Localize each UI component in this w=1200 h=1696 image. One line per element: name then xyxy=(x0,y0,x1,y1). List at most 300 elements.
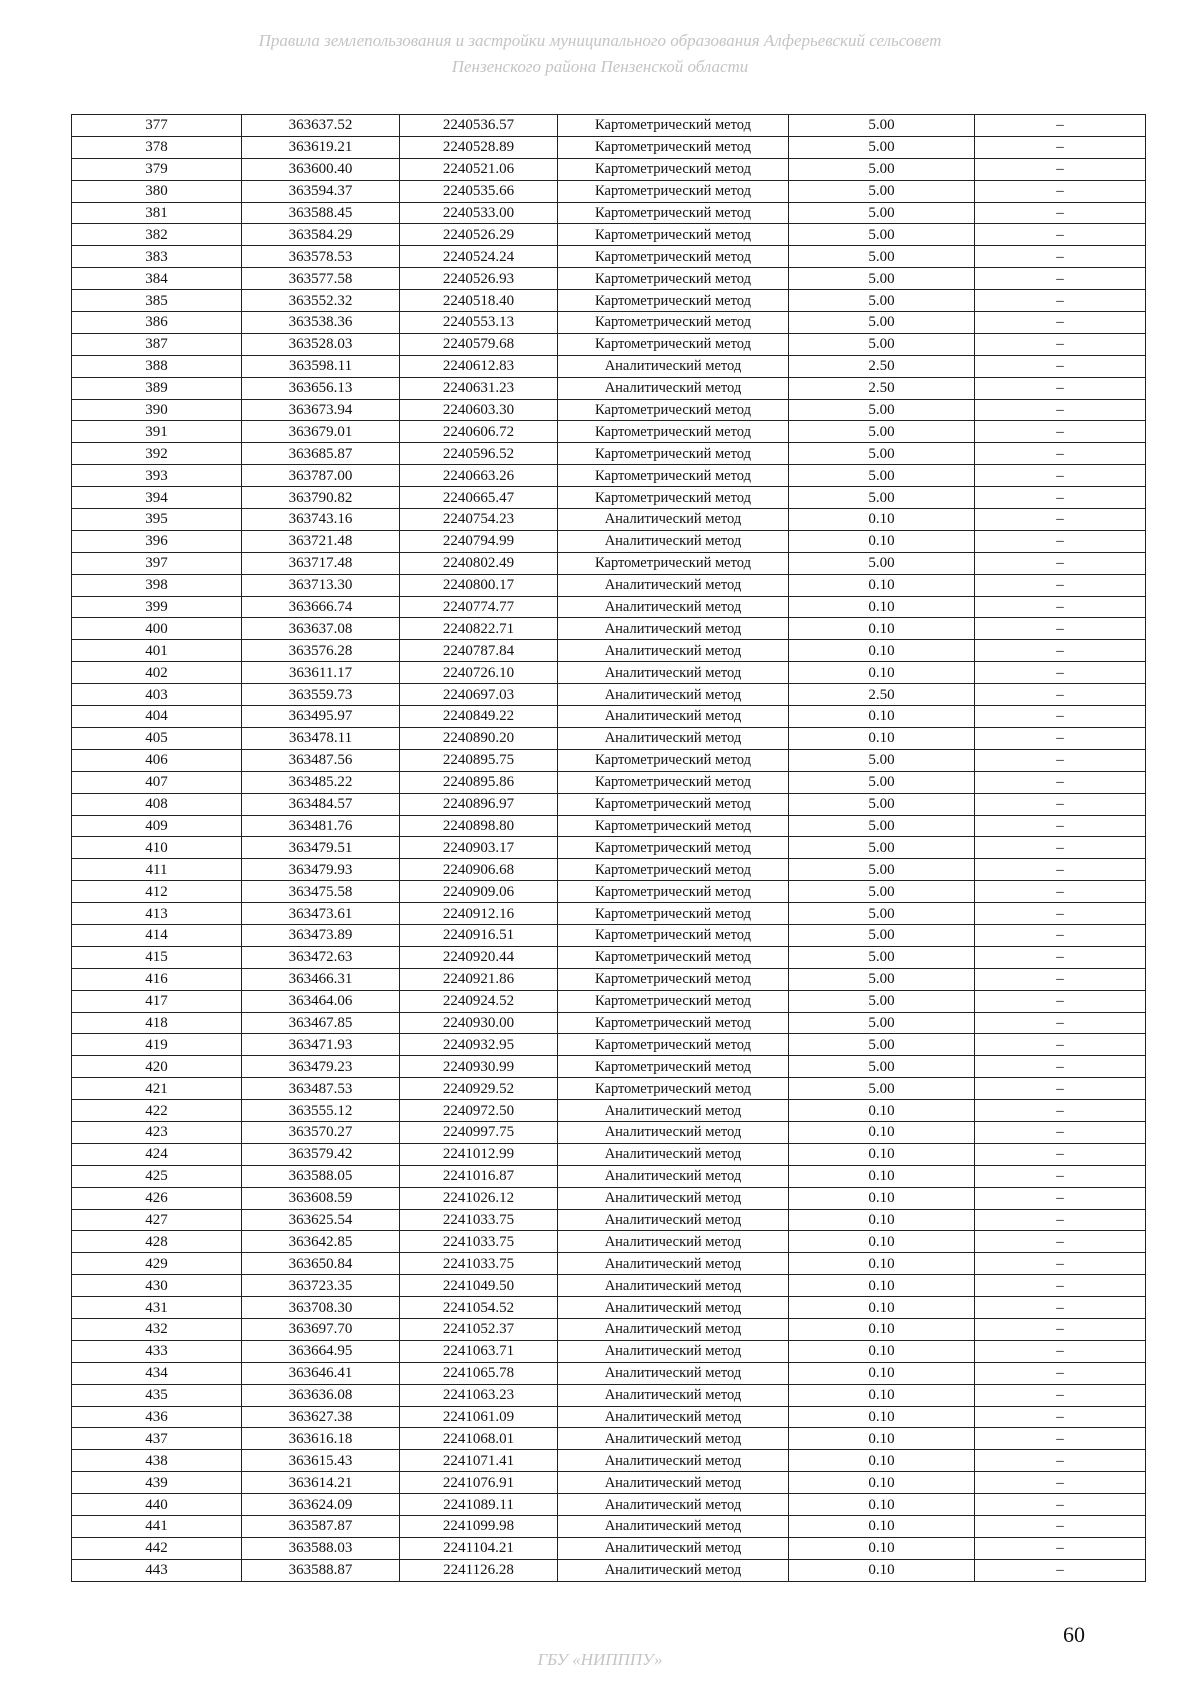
note-cell: – xyxy=(975,509,1146,531)
point-number-cell: 384 xyxy=(72,268,242,290)
note-cell: – xyxy=(975,1384,1146,1406)
note-cell: – xyxy=(975,1297,1146,1319)
method-cell: Картометрический метод xyxy=(558,837,789,859)
accuracy-cell: 0.10 xyxy=(789,1165,975,1187)
accuracy-cell: 5.00 xyxy=(789,246,975,268)
method-cell: Аналитический метод xyxy=(558,1253,789,1275)
point-number-cell: 411 xyxy=(72,859,242,881)
table-row xyxy=(72,793,1146,815)
y-coordinate-cell: 2240903.17 xyxy=(400,837,558,859)
point-number-cell: 431 xyxy=(72,1297,242,1319)
table-row xyxy=(72,1209,1146,1231)
table-row xyxy=(72,1559,1146,1581)
note-cell: – xyxy=(975,377,1146,399)
method-cell: Картометрический метод xyxy=(558,1012,789,1034)
y-coordinate-cell: 2241099.98 xyxy=(400,1516,558,1538)
y-coordinate-cell: 2241089.11 xyxy=(400,1494,558,1516)
table-row xyxy=(72,574,1146,596)
point-number-cell: 390 xyxy=(72,399,242,421)
point-number-cell: 425 xyxy=(72,1165,242,1187)
method-cell: Картометрический метод xyxy=(558,333,789,355)
table-row xyxy=(72,1100,1146,1122)
y-coordinate-cell: 2241063.71 xyxy=(400,1340,558,1362)
note-cell: – xyxy=(975,1318,1146,1340)
method-cell: Аналитический метод xyxy=(558,596,789,618)
table-row xyxy=(72,1187,1146,1209)
accuracy-cell: 5.00 xyxy=(789,1012,975,1034)
note-cell: – xyxy=(975,771,1146,793)
method-cell: Аналитический метод xyxy=(558,1406,789,1428)
accuracy-cell: 0.10 xyxy=(789,618,975,640)
accuracy-cell: 5.00 xyxy=(789,837,975,859)
y-coordinate-cell: 2240906.68 xyxy=(400,859,558,881)
table-row xyxy=(72,1537,1146,1559)
note-cell: – xyxy=(975,180,1146,202)
accuracy-cell: 0.10 xyxy=(789,1362,975,1384)
method-cell: Аналитический метод xyxy=(558,1100,789,1122)
x-coordinate-cell: 363576.28 xyxy=(242,640,400,662)
note-cell: – xyxy=(975,1078,1146,1100)
method-cell: Аналитический метод xyxy=(558,1494,789,1516)
point-number-cell: 400 xyxy=(72,618,242,640)
method-cell: Картометрический метод xyxy=(558,136,789,158)
y-coordinate-cell: 2241033.75 xyxy=(400,1253,558,1275)
x-coordinate-cell: 363685.87 xyxy=(242,443,400,465)
point-number-cell: 418 xyxy=(72,1012,242,1034)
point-number-cell: 440 xyxy=(72,1494,242,1516)
method-cell: Аналитический метод xyxy=(558,530,789,552)
x-coordinate-cell: 363787.00 xyxy=(242,465,400,487)
note-cell: – xyxy=(975,268,1146,290)
x-coordinate-cell: 363478.11 xyxy=(242,727,400,749)
point-number-cell: 396 xyxy=(72,530,242,552)
accuracy-cell: 0.10 xyxy=(789,1559,975,1581)
y-coordinate-cell: 2240665.47 xyxy=(400,487,558,509)
method-cell: Аналитический метод xyxy=(558,1384,789,1406)
method-cell: Аналитический метод xyxy=(558,1318,789,1340)
x-coordinate-cell: 363608.59 xyxy=(242,1187,400,1209)
note-cell: – xyxy=(975,1056,1146,1078)
accuracy-cell: 5.00 xyxy=(789,990,975,1012)
accuracy-cell: 0.10 xyxy=(789,1253,975,1275)
method-cell: Картометрический метод xyxy=(558,990,789,1012)
note-cell: – xyxy=(975,1494,1146,1516)
accuracy-cell: 5.00 xyxy=(789,268,975,290)
x-coordinate-cell: 363594.37 xyxy=(242,180,400,202)
note-cell: – xyxy=(975,903,1146,925)
x-coordinate-cell: 363578.53 xyxy=(242,246,400,268)
accuracy-cell: 5.00 xyxy=(789,224,975,246)
point-number-cell: 424 xyxy=(72,1143,242,1165)
accuracy-cell: 0.10 xyxy=(789,1472,975,1494)
x-coordinate-cell: 363467.85 xyxy=(242,1012,400,1034)
point-number-cell: 387 xyxy=(72,333,242,355)
method-cell: Картометрический метод xyxy=(558,1078,789,1100)
note-cell: – xyxy=(975,443,1146,465)
method-cell: Картометрический метод xyxy=(558,749,789,771)
accuracy-cell: 5.00 xyxy=(789,552,975,574)
note-cell: – xyxy=(975,246,1146,268)
note-cell: – xyxy=(975,421,1146,443)
method-cell: Картометрический метод xyxy=(558,421,789,443)
table-row xyxy=(72,1165,1146,1187)
x-coordinate-cell: 363723.35 xyxy=(242,1275,400,1297)
accuracy-cell: 5.00 xyxy=(789,443,975,465)
table-row xyxy=(72,1472,1146,1494)
accuracy-cell: 5.00 xyxy=(789,1056,975,1078)
x-coordinate-cell: 363479.23 xyxy=(242,1056,400,1078)
note-cell: – xyxy=(975,136,1146,158)
y-coordinate-cell: 2240898.80 xyxy=(400,815,558,837)
x-coordinate-cell: 363587.87 xyxy=(242,1516,400,1538)
page-number: 60 xyxy=(1063,1622,1085,1647)
header-line-2: Пензенского района Пензенской области xyxy=(451,57,749,76)
accuracy-cell: 0.10 xyxy=(789,1516,975,1538)
note-cell: – xyxy=(975,990,1146,1012)
point-number-cell: 401 xyxy=(72,640,242,662)
y-coordinate-cell: 2240920.44 xyxy=(400,946,558,968)
point-number-cell: 392 xyxy=(72,443,242,465)
y-coordinate-cell: 2240754.23 xyxy=(400,509,558,531)
note-cell: – xyxy=(975,1537,1146,1559)
table-row xyxy=(72,946,1146,968)
table-row xyxy=(72,465,1146,487)
x-coordinate-cell: 363588.03 xyxy=(242,1537,400,1559)
point-number-cell: 394 xyxy=(72,487,242,509)
x-coordinate-cell: 363584.29 xyxy=(242,224,400,246)
table-row xyxy=(72,903,1146,925)
y-coordinate-cell: 2241076.91 xyxy=(400,1472,558,1494)
accuracy-cell: 5.00 xyxy=(789,881,975,903)
x-coordinate-cell: 363555.12 xyxy=(242,1100,400,1122)
accuracy-cell: 5.00 xyxy=(789,158,975,180)
x-coordinate-cell: 363650.84 xyxy=(242,1253,400,1275)
note-cell: – xyxy=(975,202,1146,224)
table-row xyxy=(72,1406,1146,1428)
table-row xyxy=(72,355,1146,377)
point-number-cell: 437 xyxy=(72,1428,242,1450)
method-cell: Аналитический метод xyxy=(558,1187,789,1209)
note-cell: – xyxy=(975,115,1146,137)
y-coordinate-cell: 2240890.20 xyxy=(400,727,558,749)
y-coordinate-cell: 2240536.57 xyxy=(400,115,558,137)
accuracy-cell: 0.10 xyxy=(789,1384,975,1406)
point-number-cell: 421 xyxy=(72,1078,242,1100)
table-row xyxy=(72,1143,1146,1165)
y-coordinate-cell: 2240849.22 xyxy=(400,706,558,728)
table-row xyxy=(72,1121,1146,1143)
method-cell: Аналитический метод xyxy=(558,1450,789,1472)
note-cell: – xyxy=(975,1034,1146,1056)
note-cell: – xyxy=(975,837,1146,859)
method-cell: Аналитический метод xyxy=(558,1428,789,1450)
accuracy-cell: 0.10 xyxy=(789,640,975,662)
accuracy-cell: 0.10 xyxy=(789,1406,975,1428)
y-coordinate-cell: 2240521.06 xyxy=(400,158,558,180)
point-number-cell: 416 xyxy=(72,968,242,990)
note-cell: – xyxy=(975,618,1146,640)
accuracy-cell: 5.00 xyxy=(789,771,975,793)
note-cell: – xyxy=(975,1253,1146,1275)
table-row xyxy=(72,1362,1146,1384)
point-number-cell: 407 xyxy=(72,771,242,793)
note-cell: – xyxy=(975,727,1146,749)
table-row xyxy=(72,115,1146,137)
y-coordinate-cell: 2240663.26 xyxy=(400,465,558,487)
x-coordinate-cell: 363619.21 xyxy=(242,136,400,158)
y-coordinate-cell: 2240800.17 xyxy=(400,574,558,596)
accuracy-cell: 0.10 xyxy=(789,706,975,728)
note-cell: – xyxy=(975,815,1146,837)
point-number-cell: 429 xyxy=(72,1253,242,1275)
y-coordinate-cell: 2240535.66 xyxy=(400,180,558,202)
y-coordinate-cell: 2240822.71 xyxy=(400,618,558,640)
table-row xyxy=(72,509,1146,531)
method-cell: Аналитический метод xyxy=(558,662,789,684)
accuracy-cell: 0.10 xyxy=(789,1428,975,1450)
y-coordinate-cell: 2241104.21 xyxy=(400,1537,558,1559)
y-coordinate-cell: 2240606.72 xyxy=(400,421,558,443)
accuracy-cell: 5.00 xyxy=(789,136,975,158)
point-number-cell: 422 xyxy=(72,1100,242,1122)
table-row xyxy=(72,706,1146,728)
table-row xyxy=(72,158,1146,180)
accuracy-cell: 0.10 xyxy=(789,1450,975,1472)
table-row xyxy=(72,859,1146,881)
y-coordinate-cell: 2240631.23 xyxy=(400,377,558,399)
method-cell: Картометрический метод xyxy=(558,859,789,881)
note-cell: – xyxy=(975,224,1146,246)
method-cell: Картометрический метод xyxy=(558,968,789,990)
point-number-cell: 435 xyxy=(72,1384,242,1406)
method-cell: Картометрический метод xyxy=(558,224,789,246)
note-cell: – xyxy=(975,1472,1146,1494)
table-row xyxy=(72,1450,1146,1472)
x-coordinate-cell: 363673.94 xyxy=(242,399,400,421)
x-coordinate-cell: 363577.58 xyxy=(242,268,400,290)
note-cell: – xyxy=(975,1165,1146,1187)
x-coordinate-cell: 363642.85 xyxy=(242,1231,400,1253)
accuracy-cell: 0.10 xyxy=(789,1100,975,1122)
note-cell: – xyxy=(975,399,1146,421)
method-cell: Аналитический метод xyxy=(558,1165,789,1187)
table-row xyxy=(72,487,1146,509)
y-coordinate-cell: 2240518.40 xyxy=(400,290,558,312)
method-cell: Аналитический метод xyxy=(558,1231,789,1253)
note-cell: – xyxy=(975,596,1146,618)
accuracy-cell: 0.10 xyxy=(789,1494,975,1516)
y-coordinate-cell: 2241033.75 xyxy=(400,1231,558,1253)
method-cell: Картометрический метод xyxy=(558,1056,789,1078)
x-coordinate-cell: 363598.11 xyxy=(242,355,400,377)
table-row xyxy=(72,990,1146,1012)
table-row xyxy=(72,837,1146,859)
accuracy-cell: 0.10 xyxy=(789,1187,975,1209)
x-coordinate-cell: 363625.54 xyxy=(242,1209,400,1231)
accuracy-cell: 5.00 xyxy=(789,968,975,990)
x-coordinate-cell: 363538.36 xyxy=(242,312,400,334)
x-coordinate-cell: 363679.01 xyxy=(242,421,400,443)
accuracy-cell: 2.50 xyxy=(789,355,975,377)
y-coordinate-cell: 2241012.99 xyxy=(400,1143,558,1165)
y-coordinate-cell: 2240909.06 xyxy=(400,881,558,903)
x-coordinate-cell: 363611.17 xyxy=(242,662,400,684)
accuracy-cell: 5.00 xyxy=(789,1034,975,1056)
point-number-cell: 409 xyxy=(72,815,242,837)
note-cell: – xyxy=(975,1275,1146,1297)
method-cell: Картометрический метод xyxy=(558,487,789,509)
accuracy-cell: 5.00 xyxy=(789,312,975,334)
y-coordinate-cell: 2240930.00 xyxy=(400,1012,558,1034)
method-cell: Аналитический метод xyxy=(558,1209,789,1231)
method-cell: Аналитический метод xyxy=(558,1275,789,1297)
y-coordinate-cell: 2240997.75 xyxy=(400,1121,558,1143)
note-cell: – xyxy=(975,1559,1146,1581)
point-number-cell: 442 xyxy=(72,1537,242,1559)
method-cell: Картометрический метод xyxy=(558,290,789,312)
accuracy-cell: 5.00 xyxy=(789,903,975,925)
accuracy-cell: 0.10 xyxy=(789,596,975,618)
table-row xyxy=(72,1297,1146,1319)
method-cell: Аналитический метод xyxy=(558,1472,789,1494)
accuracy-cell: 5.00 xyxy=(789,465,975,487)
note-cell: – xyxy=(975,1143,1146,1165)
y-coordinate-cell: 2240612.83 xyxy=(400,355,558,377)
accuracy-cell: 0.10 xyxy=(789,574,975,596)
accuracy-cell: 5.00 xyxy=(789,333,975,355)
y-coordinate-cell: 2240896.97 xyxy=(400,793,558,815)
note-cell: – xyxy=(975,1209,1146,1231)
note-cell: – xyxy=(975,290,1146,312)
note-cell: – xyxy=(975,859,1146,881)
x-coordinate-cell: 363559.73 xyxy=(242,684,400,706)
table-row xyxy=(72,377,1146,399)
x-coordinate-cell: 363588.45 xyxy=(242,202,400,224)
accuracy-cell: 0.10 xyxy=(789,1275,975,1297)
x-coordinate-cell: 363790.82 xyxy=(242,487,400,509)
point-number-cell: 377 xyxy=(72,115,242,137)
method-cell: Картометрический метод xyxy=(558,771,789,793)
table-row xyxy=(72,1034,1146,1056)
point-number-cell: 378 xyxy=(72,136,242,158)
point-number-cell: 393 xyxy=(72,465,242,487)
x-coordinate-cell: 363627.38 xyxy=(242,1406,400,1428)
table-row xyxy=(72,727,1146,749)
note-cell: – xyxy=(975,1428,1146,1450)
table-row xyxy=(72,290,1146,312)
method-cell: Аналитический метод xyxy=(558,684,789,706)
note-cell: – xyxy=(975,1187,1146,1209)
accuracy-cell: 5.00 xyxy=(789,1078,975,1100)
coordinates-table xyxy=(71,114,1146,1582)
table-row xyxy=(72,552,1146,574)
point-number-cell: 410 xyxy=(72,837,242,859)
point-number-cell: 389 xyxy=(72,377,242,399)
table-row xyxy=(72,399,1146,421)
x-coordinate-cell: 363600.40 xyxy=(242,158,400,180)
method-cell: Картометрический метод xyxy=(558,924,789,946)
point-number-cell: 426 xyxy=(72,1187,242,1209)
x-coordinate-cell: 363466.31 xyxy=(242,968,400,990)
point-number-cell: 412 xyxy=(72,881,242,903)
x-coordinate-cell: 363666.74 xyxy=(242,596,400,618)
method-cell: Аналитический метод xyxy=(558,727,789,749)
table-row xyxy=(72,1275,1146,1297)
method-cell: Картометрический метод xyxy=(558,881,789,903)
point-number-cell: 434 xyxy=(72,1362,242,1384)
y-coordinate-cell: 2240912.16 xyxy=(400,903,558,925)
table-row xyxy=(72,530,1146,552)
point-number-cell: 385 xyxy=(72,290,242,312)
x-coordinate-cell: 363487.53 xyxy=(242,1078,400,1100)
page-footer-org: ГБУ «НИПППУ» xyxy=(537,1650,663,1669)
accuracy-cell: 5.00 xyxy=(789,487,975,509)
method-cell: Аналитический метод xyxy=(558,355,789,377)
note-cell: – xyxy=(975,465,1146,487)
method-cell: Аналитический метод xyxy=(558,706,789,728)
x-coordinate-cell: 363717.48 xyxy=(242,552,400,574)
method-cell: Картометрический метод xyxy=(558,268,789,290)
note-cell: – xyxy=(975,355,1146,377)
point-number-cell: 406 xyxy=(72,749,242,771)
accuracy-cell: 5.00 xyxy=(789,924,975,946)
y-coordinate-cell: 2241065.78 xyxy=(400,1362,558,1384)
y-coordinate-cell: 2240895.75 xyxy=(400,749,558,771)
method-cell: Аналитический метод xyxy=(558,1537,789,1559)
y-coordinate-cell: 2241063.23 xyxy=(400,1384,558,1406)
accuracy-cell: 5.00 xyxy=(789,421,975,443)
note-cell: – xyxy=(975,1362,1146,1384)
method-cell: Картометрический метод xyxy=(558,115,789,137)
method-cell: Аналитический метод xyxy=(558,1559,789,1581)
table-row xyxy=(72,749,1146,771)
x-coordinate-cell: 363464.06 xyxy=(242,990,400,1012)
x-coordinate-cell: 363588.87 xyxy=(242,1559,400,1581)
accuracy-cell: 0.10 xyxy=(789,1537,975,1559)
point-number-cell: 404 xyxy=(72,706,242,728)
point-number-cell: 414 xyxy=(72,924,242,946)
coordinates-table-body xyxy=(72,115,1146,1582)
x-coordinate-cell: 363721.48 xyxy=(242,530,400,552)
point-number-cell: 405 xyxy=(72,727,242,749)
table-row xyxy=(72,662,1146,684)
method-cell: Картометрический метод xyxy=(558,1034,789,1056)
table-row xyxy=(72,1318,1146,1340)
point-number-cell: 443 xyxy=(72,1559,242,1581)
accuracy-cell: 0.10 xyxy=(789,662,975,684)
point-number-cell: 386 xyxy=(72,312,242,334)
note-cell: – xyxy=(975,552,1146,574)
note-cell: – xyxy=(975,333,1146,355)
x-coordinate-cell: 363616.18 xyxy=(242,1428,400,1450)
y-coordinate-cell: 2240524.24 xyxy=(400,246,558,268)
note-cell: – xyxy=(975,662,1146,684)
table-row xyxy=(72,596,1146,618)
y-coordinate-cell: 2240533.00 xyxy=(400,202,558,224)
method-cell: Аналитический метод xyxy=(558,640,789,662)
method-cell: Аналитический метод xyxy=(558,618,789,640)
note-cell: – xyxy=(975,1121,1146,1143)
y-coordinate-cell: 2240924.52 xyxy=(400,990,558,1012)
accuracy-cell: 2.50 xyxy=(789,377,975,399)
method-cell: Картометрический метод xyxy=(558,793,789,815)
point-number-cell: 399 xyxy=(72,596,242,618)
method-cell: Картометрический метод xyxy=(558,946,789,968)
table-row xyxy=(72,924,1146,946)
y-coordinate-cell: 2240916.51 xyxy=(400,924,558,946)
y-coordinate-cell: 2240526.29 xyxy=(400,224,558,246)
point-number-cell: 430 xyxy=(72,1275,242,1297)
